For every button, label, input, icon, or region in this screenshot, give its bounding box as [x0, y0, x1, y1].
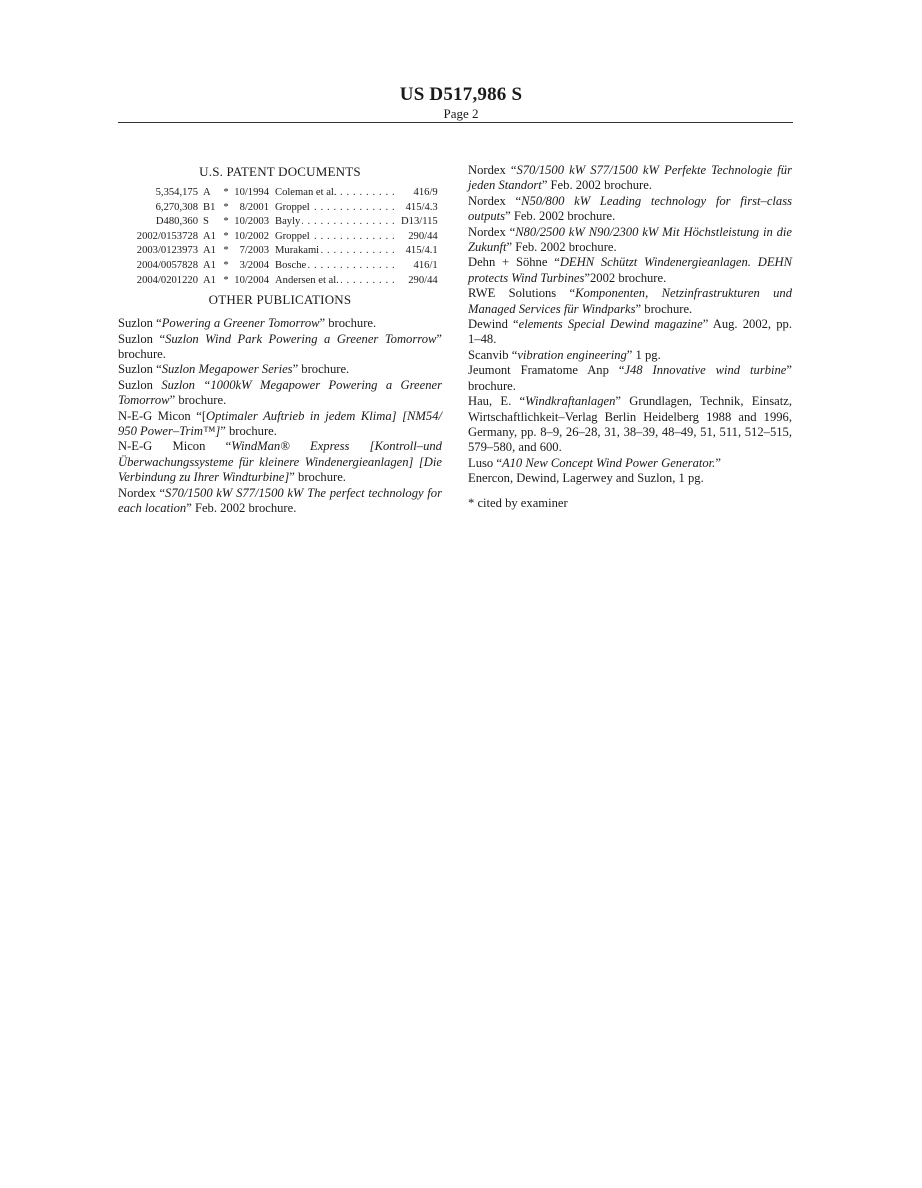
publication-source: Dewind “ [468, 317, 519, 332]
publication-source: Scanvib “ [468, 347, 518, 362]
inventor-cell [269, 215, 399, 230]
publication-title: J48 Innovative wind turbine [624, 363, 787, 378]
publication-entry [468, 348, 792, 363]
cited-star-cell: * [223, 230, 229, 242]
publication-title: Suzlon Wind Park Powering a Greener Tomorrow [165, 331, 437, 346]
inventor-name: Bosche [275, 259, 307, 271]
inventor-cell [269, 274, 399, 289]
other-publications-right [468, 163, 792, 487]
other-publications-left [118, 316, 442, 516]
classification-cell: 415/4.3 [399, 201, 438, 216]
publication-entry [468, 363, 792, 394]
classification-cell: 290/44 [399, 274, 438, 289]
inventor-name: Andersen et al. [275, 274, 339, 286]
inventor-name: Groppel [275, 201, 310, 213]
publication-source: Nordex “ [468, 193, 522, 208]
publication-entry [118, 316, 442, 331]
patent-row [122, 244, 438, 259]
publication-entry [468, 471, 792, 486]
publication-entry [118, 486, 442, 517]
date-cell: 3/2004 [239, 259, 269, 271]
patent-row [122, 186, 438, 201]
patent-number-cell: 2004/0057828 [136, 259, 198, 271]
publication-details: ” brochure. [169, 393, 227, 408]
publication-entry [118, 409, 442, 440]
publication-details: ” brochure. [289, 470, 346, 485]
publication-title: elements Special Dewind magazine [518, 317, 703, 332]
cited-star-cell: * [223, 216, 229, 228]
publication-source: Luso “ [468, 455, 502, 470]
patent-number: US D517,986 S [399, 84, 523, 105]
publication-entry [468, 255, 792, 286]
date-cell: 10/2002 [234, 230, 269, 242]
kind-code-cell: B1 [203, 201, 216, 213]
kind-code-cell: A [203, 187, 211, 198]
cited-star-cell: * [223, 274, 229, 286]
classification-cell: D13/115 [399, 215, 438, 230]
inventor-cell [269, 230, 399, 245]
publication-details: ” [715, 455, 721, 470]
publication-source: Nordex “ [468, 163, 517, 177]
other-publications-heading: OTHER PUBLICATIONS [208, 292, 352, 308]
publication-entry [468, 456, 792, 471]
right-column [468, 163, 792, 511]
classification-cell: 415/4.1 [399, 244, 438, 259]
publication-entry [468, 194, 792, 225]
publication-title: Suzlon Megapower Series [161, 362, 293, 377]
publication-source: Suzlon “ [118, 362, 162, 377]
classification-cell: 290/44 [399, 230, 438, 245]
publication-source: Suzlon “ [118, 331, 166, 346]
publication-details: ” Feb. 2002 brochure. [541, 178, 652, 193]
inventor-name: Groppel [275, 230, 310, 242]
classification-cell: 416/9 [399, 186, 438, 201]
publication-entry [468, 317, 792, 348]
publication-title: N80/2500 kW N90/2300 kW Mit Höchstleistung in die Zukunft [468, 224, 792, 255]
publication-source: N-E-G Micon “[ [118, 408, 207, 423]
publication-entry [468, 163, 792, 194]
inventor-cell [269, 244, 399, 259]
publication-details: ” brochure. [220, 424, 277, 438]
inventor-cell [269, 259, 399, 274]
patent-number-cell: 2004/0201220 [136, 274, 198, 286]
publication-details: ” brochure. [319, 316, 377, 331]
cited-star-cell: * [223, 259, 229, 271]
publication-source: Nordex “ [118, 485, 166, 500]
publication-details: ” 1 pg. [626, 347, 661, 362]
publication-source: Dehn + Söhne “ [468, 255, 560, 270]
publication-entry [468, 225, 792, 256]
page-label: Page 2 [443, 106, 479, 121]
publication-title: Optimaler Auftrieb in jedem Klima] [NM54/ 950 Power–Trim™] [118, 408, 442, 438]
publication-source: N-E-G Micon “ [118, 439, 232, 454]
patent-number-cell: 5,354,175 [155, 187, 198, 198]
publication-entry [468, 394, 792, 456]
publication-title: Suzlon “1000kW Megapower Powering a Greener Tomorrow [118, 377, 442, 408]
publication-title: Windkraftanlagen [525, 394, 616, 409]
publication-title: vibration engineering [517, 347, 627, 362]
inventor-cell [269, 186, 399, 201]
publication-details: ” brochure. [292, 362, 350, 377]
publication-details: ”2002 brochure. [584, 270, 667, 285]
header-divider [118, 122, 793, 123]
publication-source: Enercon, Dewind, Lagerwey and Suzlon, 1 pg. [468, 471, 704, 486]
kind-code-cell: A1 [203, 245, 216, 257]
publication-source: Suzlon “ [118, 316, 162, 331]
publication-title: A10 New Concept Wind Power Generator. [501, 455, 716, 470]
publication-source: Hau, E. “ [468, 394, 526, 409]
date-cell: 7/2003 [239, 245, 269, 257]
left-column [118, 164, 442, 516]
date-cell: 10/1994 [234, 187, 269, 198]
publication-title: DEHN Schützt Windenergieanlagen. DEHN protects Wind Turbines [468, 255, 793, 285]
publication-source: Nordex “ [468, 224, 516, 239]
publication-entry [118, 362, 442, 377]
publication-details: ” brochure. [468, 363, 792, 393]
publication-entry [118, 439, 442, 485]
publication-title: WindMan® Express [Kontroll–und Überwachungssysteme für kleinere Windenergieanlagen] [Die Verbindung zu Ihrer Windturbine] [118, 439, 442, 485]
us-patent-documents-table [122, 186, 438, 288]
inventor-name: Bayly [275, 216, 301, 228]
publication-details: ” Aug. 2002, pp. 1–48. [468, 317, 792, 347]
patent-row [122, 201, 438, 216]
publication-details: ” Feb. 2002 brochure. [506, 240, 617, 255]
kind-code-cell: A1 [203, 259, 216, 271]
cited-star-cell: * [223, 187, 229, 198]
patent-row [122, 259, 438, 274]
patent-row [122, 274, 438, 289]
publication-title: Komponenten, Netzinfrastrukturen und Managed Services für Windparks [468, 286, 792, 316]
date-cell: 8/2001 [239, 201, 269, 213]
publication-details: ” Feb. 2002 brochure. [505, 209, 616, 224]
date-cell: 10/2003 [234, 216, 269, 228]
publication-details: ” brochure. [118, 331, 442, 361]
cited-star-cell: * [223, 201, 229, 213]
inventor-name: Murakami [275, 245, 320, 257]
publication-title: S70/1500 kW S77/1500 kW Perfekte Technologie für jeden Standort [468, 163, 793, 193]
publication-details: ” Grundlagen, Technik, Einsatz, Wirtschaftlichkeit–Verlag Berlin Heidelberg 1988 and 1996, Germany, pp. 8–9, 26–28, 31, 38–39, 48–49, 51, 511, 512–515, 579–580, and 600. [468, 394, 793, 455]
publication-title: N50/800 kW Leading technology for first–class outputs [468, 193, 793, 224]
publication-source: RWE Solutions “ [468, 286, 576, 301]
classification-cell: 416/1 [399, 259, 438, 274]
patent-number-cell: D480,360 [155, 216, 198, 228]
cited-by-examiner-note: * cited by examiner [468, 495, 568, 510]
patent-row [122, 230, 438, 245]
publication-entry [118, 332, 442, 363]
cited-star-cell: * [223, 245, 229, 257]
inventor-name: Coleman et al. [275, 187, 337, 198]
us-patent-documents-heading: U.S. PATENT DOCUMENTS [199, 164, 361, 179]
kind-code-cell: S [203, 216, 209, 228]
publication-source: Jeumont Framatome Anp “ [468, 363, 625, 378]
publication-details: ” Feb. 2002 brochure. [186, 501, 297, 516]
inventor-cell [269, 201, 399, 216]
patent-number-cell: 6,270,308 [155, 201, 198, 213]
date-cell: 10/2004 [234, 274, 269, 286]
patent-number-cell: 2003/0123973 [136, 245, 198, 257]
kind-code-cell: A1 [203, 274, 216, 286]
publication-entry [468, 286, 792, 317]
publication-title: S70/1500 kW S77/1500 kW The perfect technology for each location [118, 485, 442, 516]
publication-entry [118, 378, 442, 409]
patent-number-cell: 2002/0153728 [136, 230, 198, 242]
publication-source: Suzlon [118, 377, 162, 392]
kind-code-cell: A1 [203, 230, 216, 242]
publication-details: ” brochure. [635, 301, 693, 316]
patent-row [122, 215, 438, 230]
publication-title: Powering a Greener Tomorrow [161, 316, 320, 331]
